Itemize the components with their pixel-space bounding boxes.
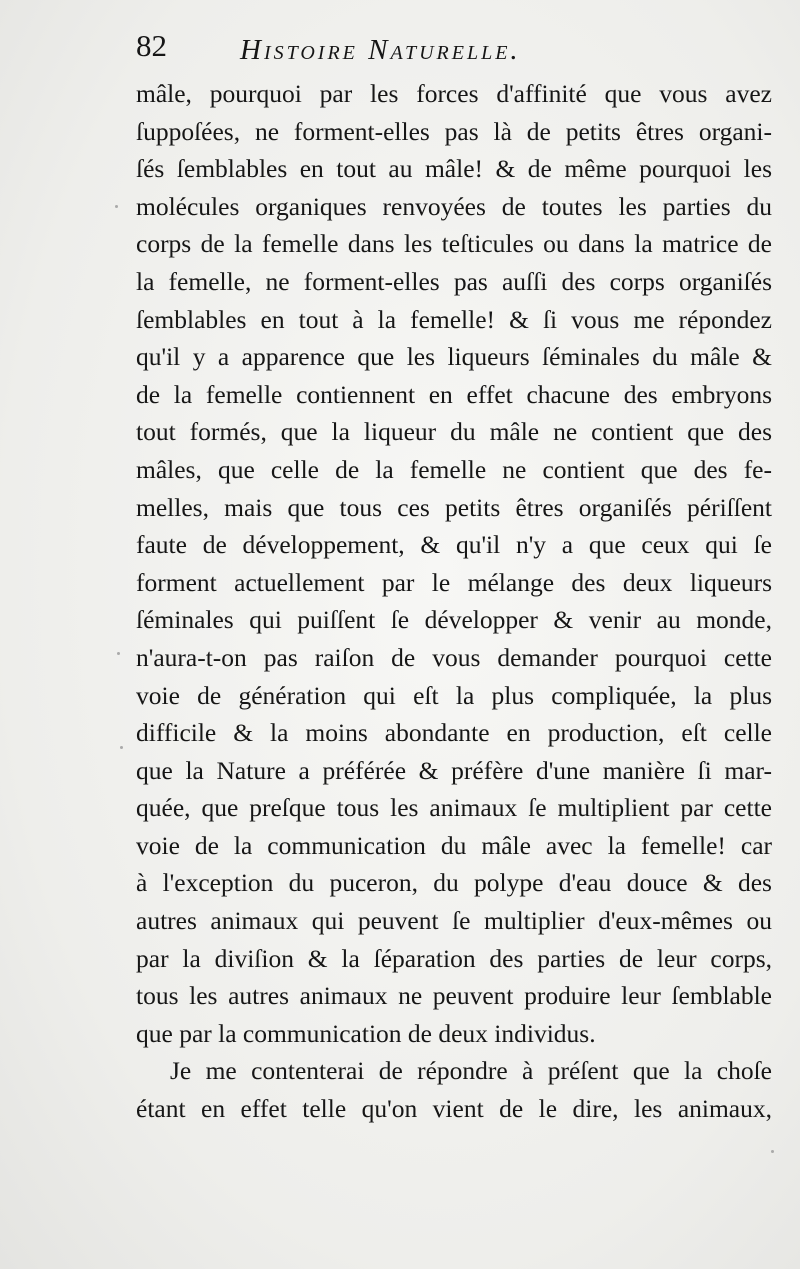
text-line: ſés ſemblables en tout au mâle! & de même pourquoi les — [136, 154, 772, 184]
text-line: ſéminales qui puiſſent ſe développer & venir au monde, — [136, 605, 772, 635]
text-line: étant en effet telle qu'on vient de le dire, les animaux, — [136, 1094, 772, 1124]
text-line: n'aura-t-on pas raiſon de vous demander pourquoi cette — [136, 642, 772, 672]
paper-speck — [120, 746, 123, 749]
text-line: qu'il y a apparence que les liqueurs ſéminales du mâle & — [136, 342, 772, 372]
page-number: 82 — [136, 28, 167, 63]
paper-speck — [115, 205, 118, 208]
paper-speck — [117, 652, 120, 655]
text-line: melles, mais que tous ces petits êtres organiſés périſſent — [136, 492, 772, 522]
paper-speck — [771, 1150, 774, 1153]
paragraph-end-line: que par la communication de deux individus. — [136, 1018, 596, 1048]
text-line: ſuppoſées, ne forment-elles pas là de petits êtres organi- — [136, 116, 772, 146]
text-line: voie de la communication du mâle avec la femelle! car — [136, 830, 772, 860]
text-line: par la diviſion & la ſéparation des parties de leur corps, — [136, 943, 772, 973]
text-line: tout formés, que la liqueur du mâle ne contient que des — [136, 417, 772, 447]
text-line: mâle, pourquoi par les forces d'affinité que vous avez — [136, 79, 772, 108]
text-line: faute de développement, & qu'il n'y a que ceux qui ſe — [136, 530, 772, 560]
text-line: à l'exception du puceron, du polype d'eau douce & des — [136, 868, 772, 898]
text-line: quée, que preſque tous les animaux ſe multiplient par cette — [136, 793, 772, 823]
text-line: autres animaux qui peuvent ſe multiplier d'eux-mêmes ou — [136, 906, 772, 936]
text-line: voie de génération qui eſt la plus compliquée, la plus — [136, 680, 772, 710]
text-line: corps de la femelle dans les teſticules ou dans la matrice de — [136, 229, 772, 259]
text-line: mâles, que celle de la femelle ne contient que des fe- — [136, 454, 772, 484]
text-line: que la Nature a préférée & préfère d'une manière ſi mar- — [136, 755, 772, 785]
text-line: tous les autres animaux ne peuvent produire leur ſemblable — [136, 981, 772, 1011]
paragraph-start-line: Je me contenterai de répondre à préſent que la choſe — [170, 1056, 772, 1086]
running-title: Histoire Naturelle. — [240, 34, 521, 66]
text-line: difficile & la moins abondante en production, eſt celle — [136, 718, 772, 748]
text-line: ſemblables en tout à la femelle! & ſi vous me répondez — [136, 304, 772, 334]
text-line: forment actuellement par le mélange des deux liqueurs — [136, 567, 772, 597]
text-line: la femelle, ne forment-elles pas auſſi des corps organiſés — [136, 266, 772, 296]
text-line: de la femelle contiennent en effet chacune des embryons — [136, 379, 772, 409]
page-header — [136, 26, 776, 72]
text-line: molécules organiques renvoyées de toutes les parties du — [136, 191, 772, 221]
body-text — [136, 75, 772, 1128]
